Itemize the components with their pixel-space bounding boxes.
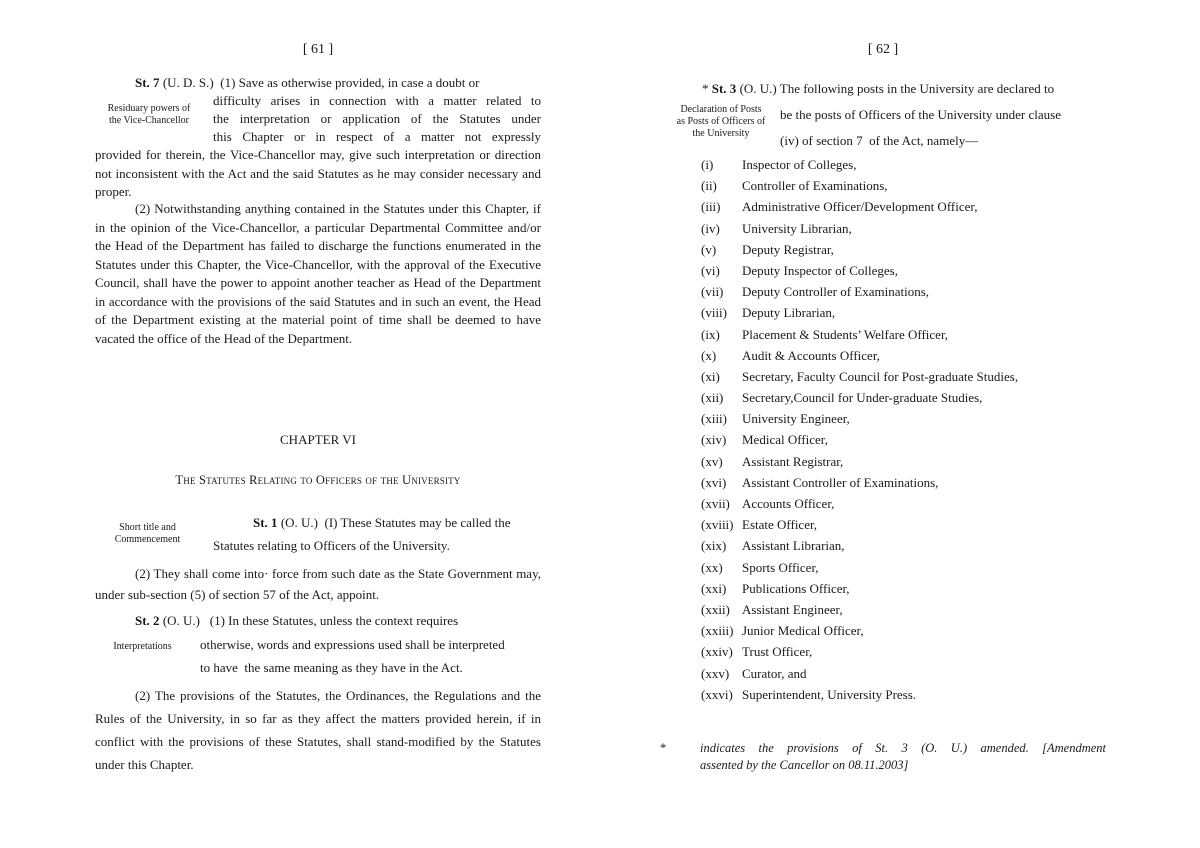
list-item-number: (xxi) (701, 580, 727, 596)
list-item-text: Inspector of Colleges, (742, 157, 857, 172)
list-item-number: (xviii) (701, 517, 734, 533)
list-item (701, 260, 1018, 281)
chapter-title: CHAPTER VI (280, 432, 356, 447)
st1-first-line: St. 1 (O. U.) (I) These Statutes may be called the (253, 515, 511, 530)
list-item-number: (i) (701, 157, 714, 172)
list-item (701, 535, 1018, 556)
list-item (701, 429, 1018, 450)
list-item (701, 663, 1018, 684)
list-item-text: Assistant Librarian, (742, 538, 845, 554)
list-item (701, 578, 1018, 599)
list-item-number: (v) (701, 241, 717, 257)
list-item-number: (iii) (701, 199, 721, 215)
list-item-number: (viii) (701, 305, 727, 321)
list-item (701, 196, 1018, 217)
list-item (701, 451, 1018, 472)
list-item-text: Assistant Controller of Examinations, (742, 474, 939, 490)
statute-ref: St. 2 (135, 613, 160, 628)
list-item (701, 472, 1018, 493)
list-item-text: Placement & Students’ Welfare Officer, (742, 326, 949, 342)
list-item-text: Estate Officer, (742, 517, 818, 533)
list-item-text: Deputy Controller of Examinations, (742, 284, 930, 300)
list-item-text: University Librarian, (742, 220, 852, 236)
statute-ref: St. 3 (711, 81, 737, 96)
list-item (701, 387, 1018, 408)
list-item-text: Curator, and (742, 665, 807, 681)
amendment-asterisk: * (702, 81, 709, 96)
list-item (701, 324, 1018, 345)
st2-first-line: St. 2 (O. U.) (1) In these Statutes, unless the context requires (135, 613, 459, 628)
list-item-number: (xv) (701, 453, 723, 469)
st1-line-2: Statutes relating to Officers of the University. (213, 538, 450, 553)
list-item-number: (xxii) (701, 601, 730, 617)
list-item-number: (xiii) (701, 411, 727, 427)
list-item-number: (xx) (701, 559, 723, 575)
st3-line-2: be the posts of Officers of the University under clause (780, 107, 1061, 122)
list-item (701, 408, 1018, 429)
st2-line-3: to have the same meaning as they have in the Act. (200, 660, 463, 675)
list-item-text: Accounts Officer, (742, 496, 835, 511)
list-item (701, 366, 1018, 387)
list-item-number: (ix) (701, 326, 720, 342)
list-item (701, 620, 1018, 641)
list-item-number: (x) (701, 347, 717, 363)
list-item-text: Audit & Accounts Officer, (742, 347, 880, 363)
list-item-text: Superintendent, University Press. (742, 686, 917, 702)
list-item-text: Secretary, Faculty Council for Post-graduate Studies, (742, 368, 1019, 384)
list-item-number: (xi) (701, 368, 720, 384)
st7-first-line: St. 7 (U. D. S.) (1) Save as otherwise provided, in case a doubt or (135, 75, 480, 90)
list-item-text: Publications Officer, (742, 580, 850, 596)
list-item (701, 557, 1018, 578)
margin-note-short-title: Short title and Commencement (114, 522, 181, 545)
list-item-number: (xii) (701, 390, 724, 406)
st3-first-line: * St. 3 (O. U.) The following posts in the University are declared to (702, 81, 1055, 96)
list-item-text: Deputy Librarian, (742, 305, 836, 321)
list-item (701, 345, 1018, 366)
list-item-text: Secretary,Council for Under-graduate Studies, (742, 390, 983, 406)
page-number: [ 61 ] (302, 42, 334, 57)
list-item (701, 493, 1018, 514)
left-page (95, 0, 541, 848)
list-item (701, 684, 1018, 705)
list-item-text: Junior Medical Officer, (742, 623, 864, 639)
st2-line-2: otherwise, words and expressions used shall be interpreted (200, 637, 505, 652)
st7-line-2: difficulty arises in connection with a matter related to (213, 93, 541, 108)
list-item (701, 514, 1018, 535)
statute-ref: St. 7 (135, 75, 160, 90)
list-item-text: Deputy Inspector of Colleges, (742, 262, 898, 278)
footnote-marker: * (660, 741, 667, 755)
list-item-number: (xxv) (701, 665, 730, 681)
list-item-number: (xvii) (701, 496, 730, 511)
page-number: [ 62 ] (867, 42, 899, 57)
list-item-number: (xxiii) (701, 623, 734, 639)
st1-paragraph-2: (2) They shall come into· force from such date as the State Government may, under sub-section (5) of section 57 of the Act, appoint. (95, 566, 541, 602)
list-item (701, 175, 1018, 196)
list-item-number: (vii) (701, 284, 724, 300)
statute-ref: St. 1 (253, 515, 278, 530)
st3-line-3: (iv) of section 7 of the Act, namely— (780, 133, 979, 148)
officer-posts-list (701, 154, 1018, 705)
list-item-text: Assistant Registrar, (742, 453, 844, 469)
right-page (660, 0, 1106, 848)
st7-paragraph-1-rest: provided for therein, the Vice-Chancellor may, give such interpretation or direction not inconsistent with the Act and the said Statutes as he may consider necessary and proper. (95, 147, 541, 199)
list-item-number: (vi) (701, 262, 720, 278)
st7-paragraph-2: (2) Notwithstanding anything contained in the Statutes under this Chapter, if in the opinion of the Vice-Chancellor, a particular Departmental Committee and/or the Head of the Department has failed to discharge the functions enumerated in the Statutes under this Chapter, the Vice-Chancellor, with the approval of the Executive Council, shall have the power to appoint another teacher as Head of the Department in accordance with the provisions of the said Statutes and in such an event, the Head of the Department existing at the material point of time shall be deemed to have vacated the office of the Head of the Department. (95, 201, 541, 346)
list-item-number: (ii) (701, 178, 717, 194)
list-item-text: Medical Officer, (742, 432, 828, 448)
st2-paragraph-2: (2) The provisions of the Statutes, the Ordinances, the Regulations and the Rules of the University, in so far as they affect the matters provided herein, if in conflict with the provisions of these Statutes, shall stand-modified by the Statutes under this Chapter. (95, 688, 541, 772)
list-item-number: (xix) (701, 538, 727, 554)
st7-line-3: the interpretation or application of the Statutes under (213, 111, 541, 126)
list-item (701, 154, 1018, 175)
list-item-text: Controller of Examinations, (742, 178, 888, 194)
list-item (701, 599, 1018, 620)
footnote: indicates the provisions of St. 3 (O. U.) amended. [Amendment assented by the Cancellor on 08.11.2003] (700, 741, 1106, 772)
chapter-subtitle: The Statutes Relating to Officers of the University (175, 473, 461, 487)
list-item-number: (xvi) (701, 474, 727, 490)
list-item (701, 641, 1018, 662)
st7-line-4: this Chapter or in respect of a matter not expressly (213, 129, 541, 144)
list-item (701, 239, 1018, 260)
list-item-number: (xxvi) (701, 686, 733, 702)
list-item-number: (iv) (701, 220, 720, 236)
list-item-number: (xxiv) (701, 644, 733, 660)
list-item-number: (xiv) (701, 432, 727, 448)
list-item (701, 302, 1018, 323)
list-item (701, 218, 1018, 239)
list-item-text: Sports Officer, (742, 559, 819, 575)
list-item-text: Trust Officer, (742, 644, 813, 660)
list-item-text: Deputy Registrar, (742, 241, 834, 257)
margin-note-residuary-powers: Residuary powers of the Vice-Chancellor (107, 103, 191, 126)
list-item (701, 281, 1018, 302)
list-item-text: Assistant Engineer, (742, 601, 843, 617)
list-item-text: University Engineer, (742, 411, 850, 427)
list-item-text: Administrative Officer/Development Officer, (742, 199, 978, 215)
margin-note-declaration-of-posts: Declaration of Posts as Posts of Officers of the University (676, 104, 766, 139)
margin-note-interpretations: Interpretations (113, 641, 172, 652)
